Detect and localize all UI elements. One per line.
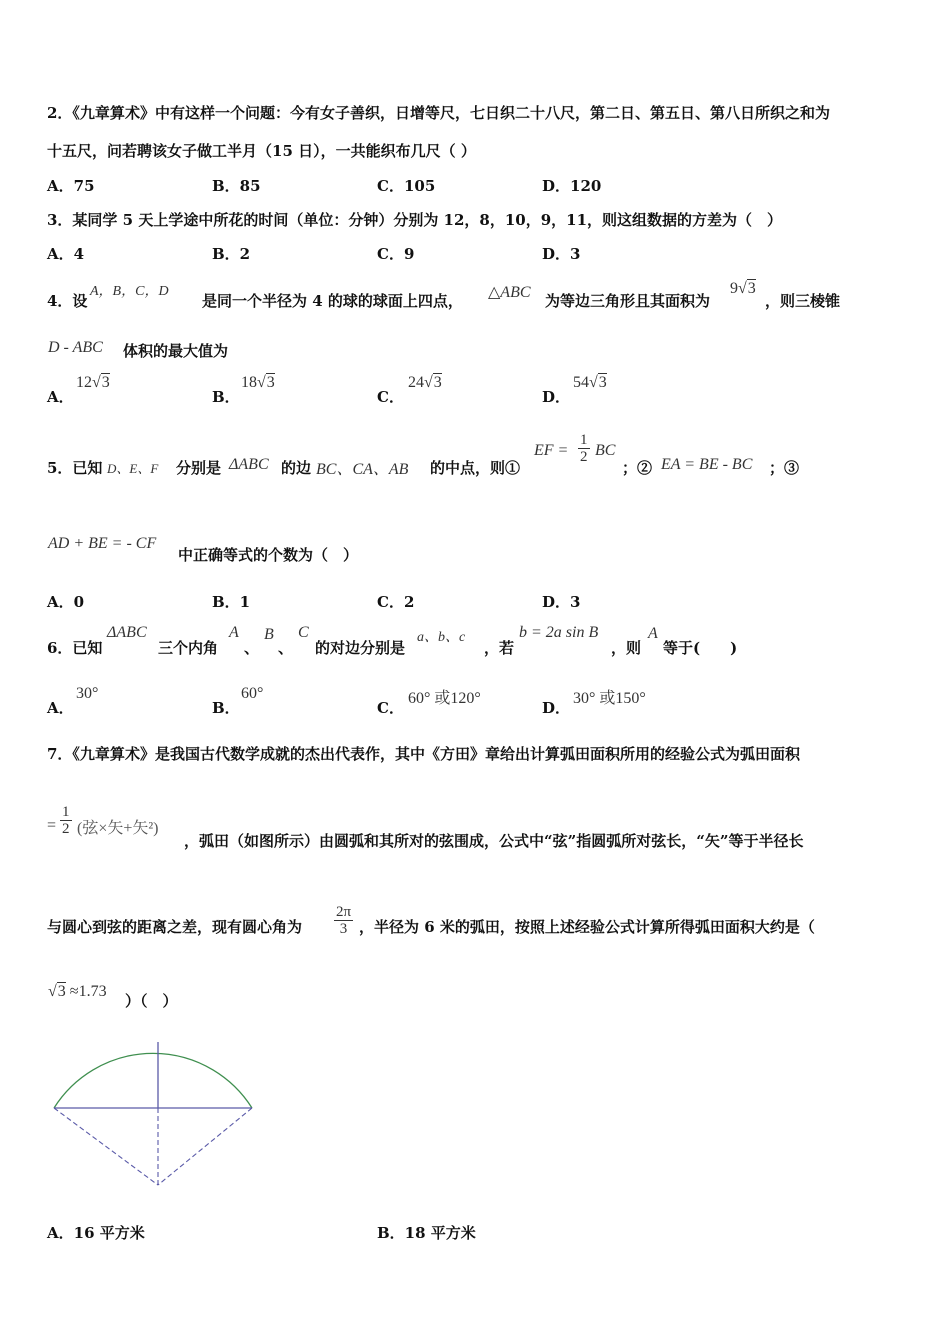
q5-option-c: C．2 (377, 593, 415, 611)
q2-option-a: A．75 (47, 177, 95, 195)
q6-target: A (648, 625, 658, 642)
q6-prefix: 6．已知 (47, 639, 103, 657)
q5-option-b: B．1 (212, 593, 251, 611)
q5-sep2: ；② (622, 459, 653, 477)
q5-edges: BC、CA、AB (316, 461, 409, 478)
figure-arc (54, 1053, 252, 1108)
q7-formula-body: (弦×矢+矢²) (77, 820, 159, 837)
q4-area-radicand: 3 (747, 280, 756, 297)
q2-line2: 十五尺，问若聘该女子做工半月（15 日），一共能织布几尺（ ） (47, 142, 476, 160)
q7-approx-value: ≈1.73 (69, 983, 107, 1000)
q4-area-coef: 9 (730, 280, 738, 297)
q6-option-d-value: 30° 或150° (573, 690, 646, 707)
q6-angle-a: A (229, 624, 239, 641)
q5-sep3: ；③ (769, 459, 800, 477)
q6-mid4: ，则 (611, 639, 642, 657)
figure-radius-left (54, 1108, 158, 1185)
q2-option-d: D．120 (542, 177, 602, 195)
q7-angle-fraction: $\frac{2\pi}{3}$ (336, 904, 352, 937)
q6-option-a-value: 30° (76, 685, 99, 702)
q2-option-c: C．105 (377, 177, 436, 195)
q4-suffix: ，则三棱锥 (765, 292, 841, 310)
q5-eq1-fraction: $\frac{1}{2}$ (580, 432, 588, 465)
q5-mid2: 的边 (281, 459, 312, 477)
q7-formula-fraction: $\frac{1}{2}$ (62, 804, 70, 837)
q4-prefix: 4．设 (47, 292, 88, 310)
q6-sides: a、b、c (417, 630, 466, 645)
q7-approx: √3 ≈1.73 (48, 983, 107, 1000)
q7-line4-suffix: ）（ ） (125, 992, 178, 1010)
q7-formula-eq: = (47, 817, 57, 834)
q5-prefix: 5．已知 (47, 459, 103, 477)
q4-area: 9√3 (730, 280, 756, 297)
q5-option-d: D．3 (542, 593, 581, 611)
q6-sep2: 、 (278, 639, 294, 657)
q6-sep1: 、 (244, 639, 260, 657)
q3-option-c: C．9 (377, 245, 415, 263)
q4-option-c-value: 24√3 (408, 374, 442, 391)
q4-option-b-value: 18√3 (241, 374, 275, 391)
q6-condition: b = 2a sin B (519, 624, 599, 641)
q2-line1: 2．《九章算术》中有这样一个问题：今有女子善织，日增等尺，七日织二十八尺，第二日、第五日、第八日所织之和为 (47, 104, 830, 122)
q5-triangle: ΔABC (229, 456, 269, 473)
q3-option-d: D．3 (542, 245, 581, 263)
q6-triangle: ΔABC (107, 624, 147, 641)
q4-option-d-value: 54√3 (573, 374, 607, 391)
q3-option-a: A．4 (47, 245, 85, 263)
figure-radius-right (158, 1108, 252, 1185)
q6-angle-c: C (298, 624, 309, 641)
q6-option-b-letter: B． (212, 699, 240, 717)
q4-mid1: 是同一个半径为 4 的球的球面上四点， (202, 292, 463, 310)
q7-line1: 7．《九章算术》是我国古代数学成就的杰出代表作，其中《方田》章给出计算弧田面积所用的经验公式为弧田面积 (47, 745, 800, 763)
q6-angle-b: B (264, 626, 274, 643)
q5-mid1: 分别是 (176, 459, 222, 477)
q6-option-d-letter: D． (542, 699, 571, 717)
q6-option-c-value: 60° 或120° (408, 690, 481, 707)
q6-option-b-value: 60° (241, 685, 264, 702)
q4-option-a-value: 12√3 (76, 374, 110, 391)
arc-field-figure (40, 1030, 270, 1195)
q5-eq1-right: BC (595, 442, 616, 459)
q4-option-b-letter: B． (212, 388, 240, 406)
q4-pyramid: D - ABC (48, 339, 103, 356)
q4-points: A，B，C，D (90, 284, 169, 299)
q4-option-d-letter: D． (542, 388, 571, 406)
q7-option-a: A．16 平方米 (47, 1224, 145, 1242)
q6-mid1: 三个内角 (158, 639, 219, 657)
q6-option-a-letter: A． (47, 699, 74, 717)
q4-triangle: △ABC (488, 284, 531, 301)
q7-line2: ，弧田（如图所示）由圆弧和其所对的弦围成，公式中“弦”指圆弧所对弦长，“矢”等于半径长 (184, 832, 804, 850)
q4-option-c-letter: C． (377, 388, 404, 406)
q3-option-b: B．2 (212, 245, 251, 263)
q4-line2: 体积的最大值为 (123, 342, 229, 360)
q7-approx-radicand: 3 (57, 983, 66, 1000)
q5-points: D、E、F (107, 461, 159, 476)
q4-mid2: 为等边三角形且其面积为 (545, 292, 711, 310)
q6-mid3: ，若 (484, 639, 515, 657)
q5-eq3: AD + BE = - CF (48, 535, 157, 552)
q6-option-c-letter: C． (377, 699, 404, 717)
q3-text: 3．某同学 5 天上学途中所花的时间（单位：分钟）分别为 12，8，10，9，11，则这组数据的方差为（ ） (47, 211, 783, 229)
q5-mid3: 的中点，则① (430, 459, 521, 477)
q2-option-b: B．85 (212, 177, 261, 195)
q5-line2: 中正确等式的个数为（ ） (178, 546, 359, 564)
q5-eq1-left: EF = (534, 442, 569, 459)
q5-eq2: EA = BE - BC (661, 456, 753, 473)
q7-option-b: B．18 平方米 (377, 1224, 476, 1242)
q7-line3-suffix: ，半径为 6 米的弧田，按照上述经验公式计算所得弧田面积大约是（ (359, 918, 815, 936)
q6-suffix: 等于( ) (663, 639, 738, 657)
q4-option-a-letter: A． (47, 388, 74, 406)
q5-option-a: A．0 (47, 593, 85, 611)
q6-mid2: 的对边分别是 (315, 639, 406, 657)
q7-line3-prefix: 与圆心到弦的距离之差，现有圆心角为 (47, 918, 303, 936)
